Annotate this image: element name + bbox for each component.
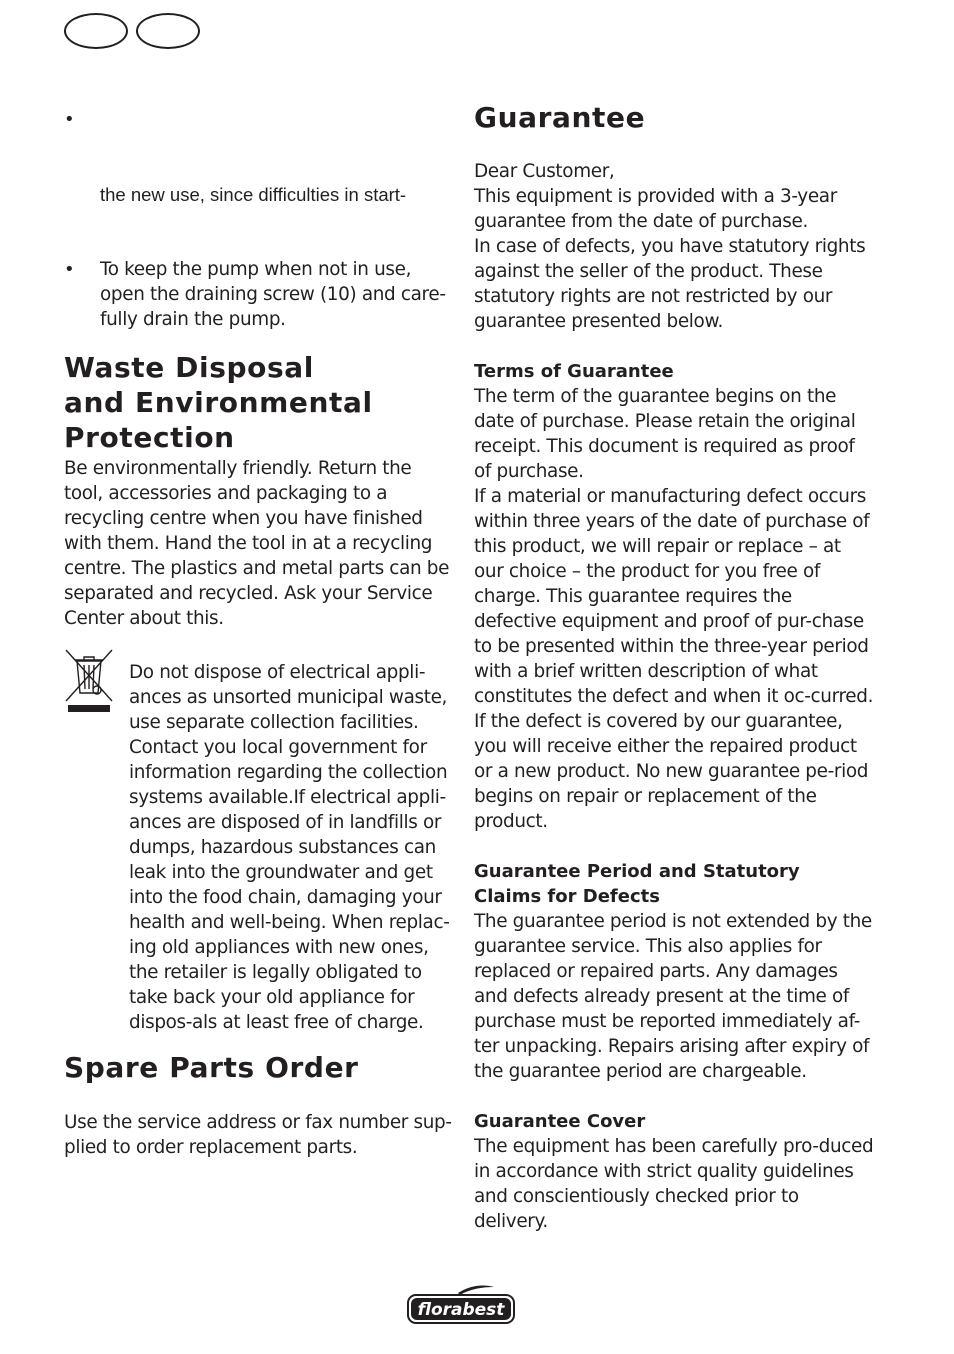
right-column (474, 100, 874, 1234)
guarantee-heading: Guarantee (474, 101, 646, 134)
crossed-out-wheelie-bin-icon (64, 647, 114, 713)
terms-body: The term of the guarantee begins on the date of purchase. Please retain the original receipt. This document is required as proof of purchase. If a material or manufacturing defect occurs within three years of the date of purchase of this product, we will repair or replace – at our choice – the product for you free of charge. This guarantee requires the defective equipment and proof of pur-chase to be presented within the three-year period with a brief written description of what constitutes the defect and when it oc-curred. If the defect is covered by our guarantee, you will receive either the repaired product or a new product. No new guarantee pe-riod begins on repair or replacement of the product. (474, 386, 874, 832)
guarantee-intro: Dear Customer, This equipment is provided with a 3-year guarantee from the date of purchase. In case of defects, you have statutory rights against the seller of the product. These statutory rights are not restricted by our guarantee presented below. (474, 161, 866, 332)
weee-notice (129, 660, 454, 1035)
spare-parts-section (64, 1050, 454, 1160)
waste-heading-line-1: Waste Disposal (64, 351, 314, 384)
terms-heading: Terms of Guarantee (474, 361, 674, 382)
language-oval-1 (64, 13, 128, 49)
bullet-dot: • (64, 259, 75, 280)
bullet-dot: • (64, 109, 75, 130)
bullet-continuation (64, 182, 454, 207)
cover-heading: Guarantee Cover (474, 1111, 646, 1132)
florabest-logo-graphic (406, 1283, 516, 1327)
waste-section (64, 350, 454, 631)
left-column (64, 100, 454, 631)
waste-body: Be environmentally friendly. Return the tool, accessories and packaging to a recycling centre when you have finished with them. Hand the tool in at a recycling centre. The plastics and metal parts can be separated and recycled. Ask your Service Center about this. (64, 458, 450, 629)
period-heading: Guarantee Period and Statutory Claims for Defects (474, 861, 800, 907)
bullet-pump-text: To keep the pump when not in use, open the draining screw (10) and care-fully drain the pump. (100, 259, 446, 330)
waste-heading-line-3: Protection (64, 421, 235, 454)
waste-heading-line-2: and Environmental (64, 386, 373, 419)
spare-parts-body: Use the service address or fax number sup-plied to order replacement parts. (64, 1112, 452, 1158)
florabest-logo-text: florabest (417, 1300, 505, 1320)
bullet-item-empty (64, 107, 454, 132)
cover-body: The equipment has been carefully pro-duced in accordance with strict quality guidelines and conscientiously checked prior to delivery. (474, 1136, 874, 1232)
weee-text: Do not dispose of electrical appli-ances as unsorted municipal waste, use separate collection facilities. Contact you local government for information regarding the collection systems available.If electrical appli-ances are disposed of in landfills or dumps, hazardous substances can leak into the groundwater and get into the food chain, damaging your health and well-being. When replac-ing old appliances with new ones, the retailer is legally obligated to take back your old appliance for dispos-als at least free of charge. (129, 662, 450, 1033)
language-oval-2 (136, 13, 200, 49)
bullet-fragment-text: the new use, since difficulties in start- (100, 184, 407, 205)
spare-parts-heading: Spare Parts Order (64, 1051, 359, 1084)
period-body: The guarantee period is not extended by the guarantee service. This also applies for replaced or repaired parts. Any damages and defects already present at the time of purchase must be reported immediately af-ter unpacking. Repairs arising after expiry of the guarantee period are chargeable. (474, 911, 872, 1082)
bullet-item-pump (64, 257, 454, 332)
florabest-logo (406, 1283, 516, 1327)
